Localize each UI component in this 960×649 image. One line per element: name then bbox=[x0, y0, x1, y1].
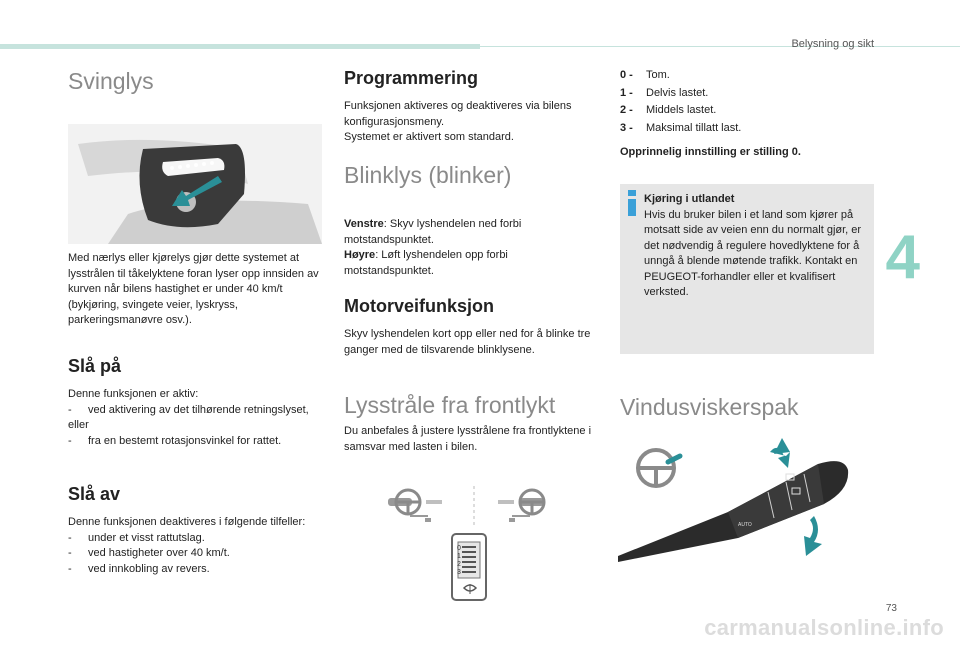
blinklys-title: Blinklys (blinker) bbox=[344, 162, 512, 188]
beam-levels-list bbox=[620, 68, 874, 138]
dial-digit-3: 3 bbox=[457, 569, 461, 576]
list-item: 1 - Delvis lastet. bbox=[620, 86, 709, 99]
programmering-text1: Funksjonen aktiveres og deaktiveres via bilens konfigurasjonsmeny. bbox=[344, 100, 572, 128]
page-number: 73 bbox=[885, 603, 897, 614]
sla-av-list bbox=[68, 531, 322, 578]
wiper-stalk-illustration bbox=[618, 434, 850, 562]
svinglys-intro: Med nærlys eller kjørelys gjør dette systemet at lysstrålen til tåkelyktene foran lyser opp innsiden av kurven når bilens hastighet er under 40 km/t (bykjøring, svingete veier, lyskryss, parkeringsmanøvre osv.). bbox=[68, 252, 319, 326]
programmering-block bbox=[344, 99, 598, 146]
lysstrale-text: Du anbefales å justere lysstrålene fra frontlyktene i samsvar med lasten i bilen. bbox=[344, 425, 592, 453]
programmering-text2: Systemet er aktivert som standard. bbox=[344, 131, 514, 143]
lysstrale-title: Lysstråle fra frontlykt bbox=[344, 392, 556, 418]
svinglys-title: Svinglys bbox=[68, 68, 154, 94]
top-accent-line bbox=[480, 46, 960, 47]
info-icon bbox=[625, 190, 639, 216]
blinklys-left: Venstre: Skyv lyshendelen ned forbi motstandspunktet. bbox=[344, 218, 522, 246]
dial-digit-2: 2 bbox=[457, 561, 461, 568]
list-item: - ved innkobling av revers. bbox=[68, 562, 210, 575]
watermark: carmanualsonline.info bbox=[704, 615, 944, 640]
sla-pa-or: eller bbox=[68, 419, 89, 431]
sla-pa-list bbox=[68, 403, 322, 419]
motorvei-title: Motorveifunksjon bbox=[344, 296, 495, 316]
list-item: - fra en bestemt rotasjonsvinkel for rattet. bbox=[68, 434, 282, 447]
dial-digit-0: 0 bbox=[457, 545, 461, 552]
programmering-title: Programmering bbox=[344, 68, 479, 88]
list-item: - ved aktivering av det tilhørende retningslyset, bbox=[68, 403, 309, 416]
blinklys-right: Høyre: Løft lyshendelen opp forbi motstandspunktet. bbox=[344, 249, 508, 277]
info-title: Kjøring i utlandet bbox=[644, 193, 735, 205]
wiper-auto-label: AUTO bbox=[738, 522, 752, 528]
info-box bbox=[620, 184, 874, 354]
default-setting: Opprinnelig innstilling er stilling 0. bbox=[620, 146, 801, 158]
vindusvisker-title: Vindusviskerspak bbox=[620, 394, 799, 420]
list-item: - under et visst rattutslag. bbox=[68, 531, 205, 544]
chapter-number: 4 bbox=[885, 223, 920, 292]
list-item: 3 - Maksimal tillatt last. bbox=[620, 121, 742, 134]
info-text: Hvis du bruker bilen i et land som kjører på motsatt side av veien enn du normalt gjør, er det nødvendig å regulere hovedlyktene for å unngå å blende møtende trafikk. Kontakt en PEUGEOT-forhandler eller et kvalifisert verksted. bbox=[644, 208, 862, 298]
sla-av-intro: Denne funksjonen deaktiveres i følgende tilfeller: bbox=[68, 516, 306, 528]
list-item: 2 - Middels lastet. bbox=[620, 104, 717, 116]
dial-digit-1: 1 bbox=[457, 553, 461, 560]
section-header: Belysning og sikt bbox=[791, 38, 874, 50]
list-item: - ved hastigheter over 40 km/t. bbox=[68, 547, 230, 559]
sla-pa-title: Slå på bbox=[68, 356, 122, 376]
headlamp-adjust-illustration bbox=[378, 484, 554, 604]
sla-av-title: Slå av bbox=[68, 484, 121, 504]
motorvei-text: Skyv lyshendelen kort opp eller ned for å blinke tre ganger med de tilsvarende blinklysene. bbox=[344, 328, 591, 356]
top-accent-bar bbox=[0, 44, 480, 49]
list-item: 0 - Tom. bbox=[620, 69, 670, 81]
sla-pa-block bbox=[68, 387, 322, 449]
blinklys-block bbox=[344, 217, 598, 279]
sla-av-block bbox=[68, 515, 322, 577]
sla-pa-intro: Denne funksjonen er aktiv: bbox=[68, 388, 199, 400]
cornering-light-illustration bbox=[68, 124, 322, 244]
